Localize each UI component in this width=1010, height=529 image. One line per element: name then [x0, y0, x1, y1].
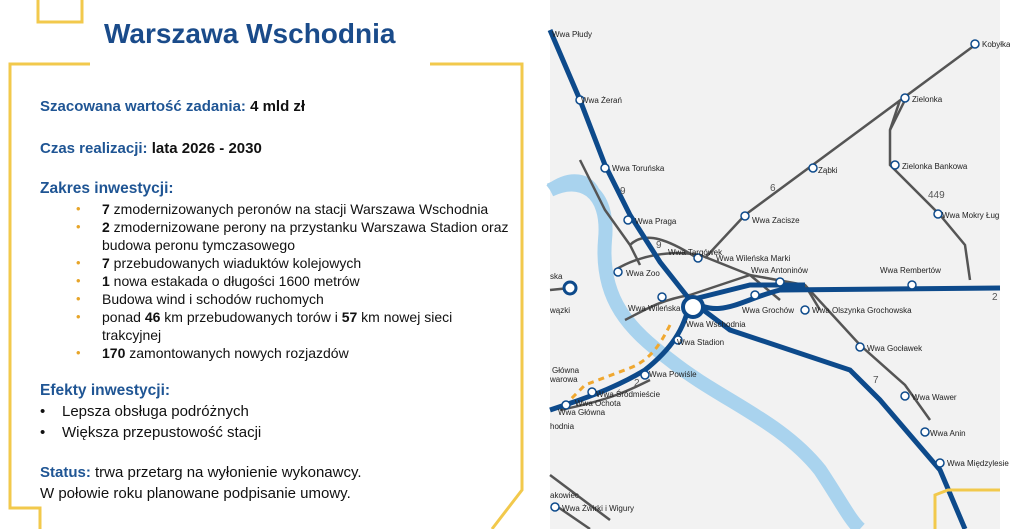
status-label: Status:	[40, 464, 91, 481]
scope-item	[40, 308, 530, 344]
rail-map-graphic	[550, 0, 1000, 529]
scope-number: 7	[102, 255, 110, 271]
station-label: Wwa Zoo	[626, 269, 660, 278]
station-label: Wwa Wileńska	[628, 304, 681, 313]
scope-text: km przebudowanych torów i	[160, 309, 342, 325]
station-label: Wwa Zacisze	[752, 216, 800, 225]
station-label: Wwa Wawer	[912, 393, 957, 402]
effects-heading: Efekty inwestycji:	[40, 382, 171, 399]
station-label: Kobyłka	[982, 40, 1010, 49]
station-label: Wwa Targówek	[668, 248, 723, 257]
station-label: Wwa Olszynka Grochowska	[812, 306, 912, 315]
scope-number: 2	[102, 219, 110, 235]
scope-number: 57	[341, 309, 358, 325]
station-label: Wwa Anin	[930, 429, 966, 438]
station-label: Wwa Płudy	[552, 30, 593, 39]
status-row	[40, 464, 362, 481]
station-label: Wwa Toruńska	[612, 164, 665, 173]
scope-text: zamontowanych nowych rozjazdów	[125, 345, 349, 361]
station-label: Wwa Rembertów	[880, 266, 941, 275]
effect-text: Lepsza obsługa podróżnych	[62, 403, 249, 420]
scope-number: 46	[144, 309, 161, 325]
bullet-dot: •	[40, 403, 46, 420]
status-text: trwa przetarg na wyłonienie wykonawcy.	[90, 464, 362, 481]
station-label: Wwa Gocławek	[867, 344, 923, 353]
station-label: hodnia	[550, 422, 575, 431]
scope-text: ponad	[102, 309, 145, 325]
bullet-dot: •	[76, 291, 81, 306]
station-label: warowa	[550, 375, 578, 384]
scope-item	[40, 200, 530, 218]
station-label: Wwa Antoninów	[751, 266, 808, 275]
station-label: wązki	[550, 306, 571, 315]
value-label: Szacowana wartość zadania:	[40, 98, 246, 115]
scope-number: 1	[102, 273, 110, 289]
station-label: Wwa Grochów	[742, 306, 795, 315]
station-label: Ząbki	[818, 166, 838, 175]
effect-item	[40, 424, 530, 444]
scope-text: zmodernizowane perony na przystanku Warszawa Stadion oraz budowa peronu tymczasowego	[102, 219, 509, 253]
time-row	[40, 140, 262, 157]
scope-item	[40, 272, 530, 290]
station-label: Wwa Śródmieście	[596, 390, 661, 399]
station-label: Wwa Powiśle	[649, 370, 697, 379]
scope-text: zmodernizowanych peronów na stacji Warszawa Wschodnia	[109, 201, 489, 217]
station-label: ska	[550, 272, 563, 281]
station-label: Główna	[552, 366, 580, 375]
station-label: Wwa Mokry Ług	[942, 211, 1000, 220]
station-label: Wwa Żwirki i Wigury	[562, 504, 634, 513]
scope-text: Budowa wind i schodów ruchomych	[102, 291, 324, 307]
line-number: 9	[620, 186, 626, 197]
scope-number: 170	[102, 345, 126, 361]
value-row	[40, 98, 305, 115]
scope-number: 7	[102, 201, 110, 217]
station-label: Wwa Wschodnia	[686, 320, 746, 329]
station-label: Wwa Praga	[635, 217, 677, 226]
line-number: 7	[873, 375, 879, 386]
scope-text: km nowej sieci trakcyjnej	[102, 309, 453, 343]
station-label: Wwa Wileńska Marki	[716, 254, 791, 263]
scope-item	[40, 254, 530, 272]
station-label: Zielonka	[912, 95, 943, 104]
scope-text: nowa estakada o długości 1600 metrów	[109, 273, 360, 289]
scope-item	[40, 218, 530, 254]
station-label: Wwa Główna	[558, 408, 606, 417]
bullet-dot: •	[76, 273, 81, 288]
time-text: lata 2026 - 2030	[151, 140, 262, 157]
line-number: 2	[634, 378, 640, 389]
bullet-dot: •	[76, 345, 81, 360]
station-label: Wwa Żerań	[581, 96, 622, 105]
bullet-dot: •	[76, 255, 81, 270]
scope-item	[40, 344, 530, 362]
bullet-dot: •	[76, 309, 81, 324]
bullet-dot: •	[76, 201, 81, 216]
time-label: Czas realizacji:	[40, 140, 148, 157]
value-text: 4 mld zł	[250, 98, 306, 115]
bullet-dot: •	[40, 424, 46, 441]
effect-text: Większa przepustowość stacji	[62, 424, 262, 441]
scope-item	[40, 290, 530, 308]
status-line2: W połowie roku planowane podpisanie umowy.	[40, 485, 351, 502]
bullet-dot: •	[76, 219, 81, 234]
line-number: 9	[656, 240, 662, 251]
line-number: 2	[992, 292, 998, 303]
station-label: Wwa Ochota	[575, 399, 621, 408]
rail-map	[550, 0, 1010, 529]
scope-text: przebudowanych wiaduktów kolejowych	[109, 255, 362, 271]
scope-heading: Zakres inwestycji:	[40, 180, 174, 197]
line-number: 449	[928, 190, 945, 201]
station-label: Wwa Stadion	[677, 338, 725, 347]
station-label: akowiec	[550, 491, 579, 500]
line-number: 6	[770, 183, 776, 194]
station-label: Zielonka Bankowa	[902, 162, 968, 171]
station-label: Wwa Międzylesie	[947, 459, 1009, 468]
effect-item	[40, 403, 530, 423]
page-title: Warszawa Wschodnia	[104, 18, 396, 49]
